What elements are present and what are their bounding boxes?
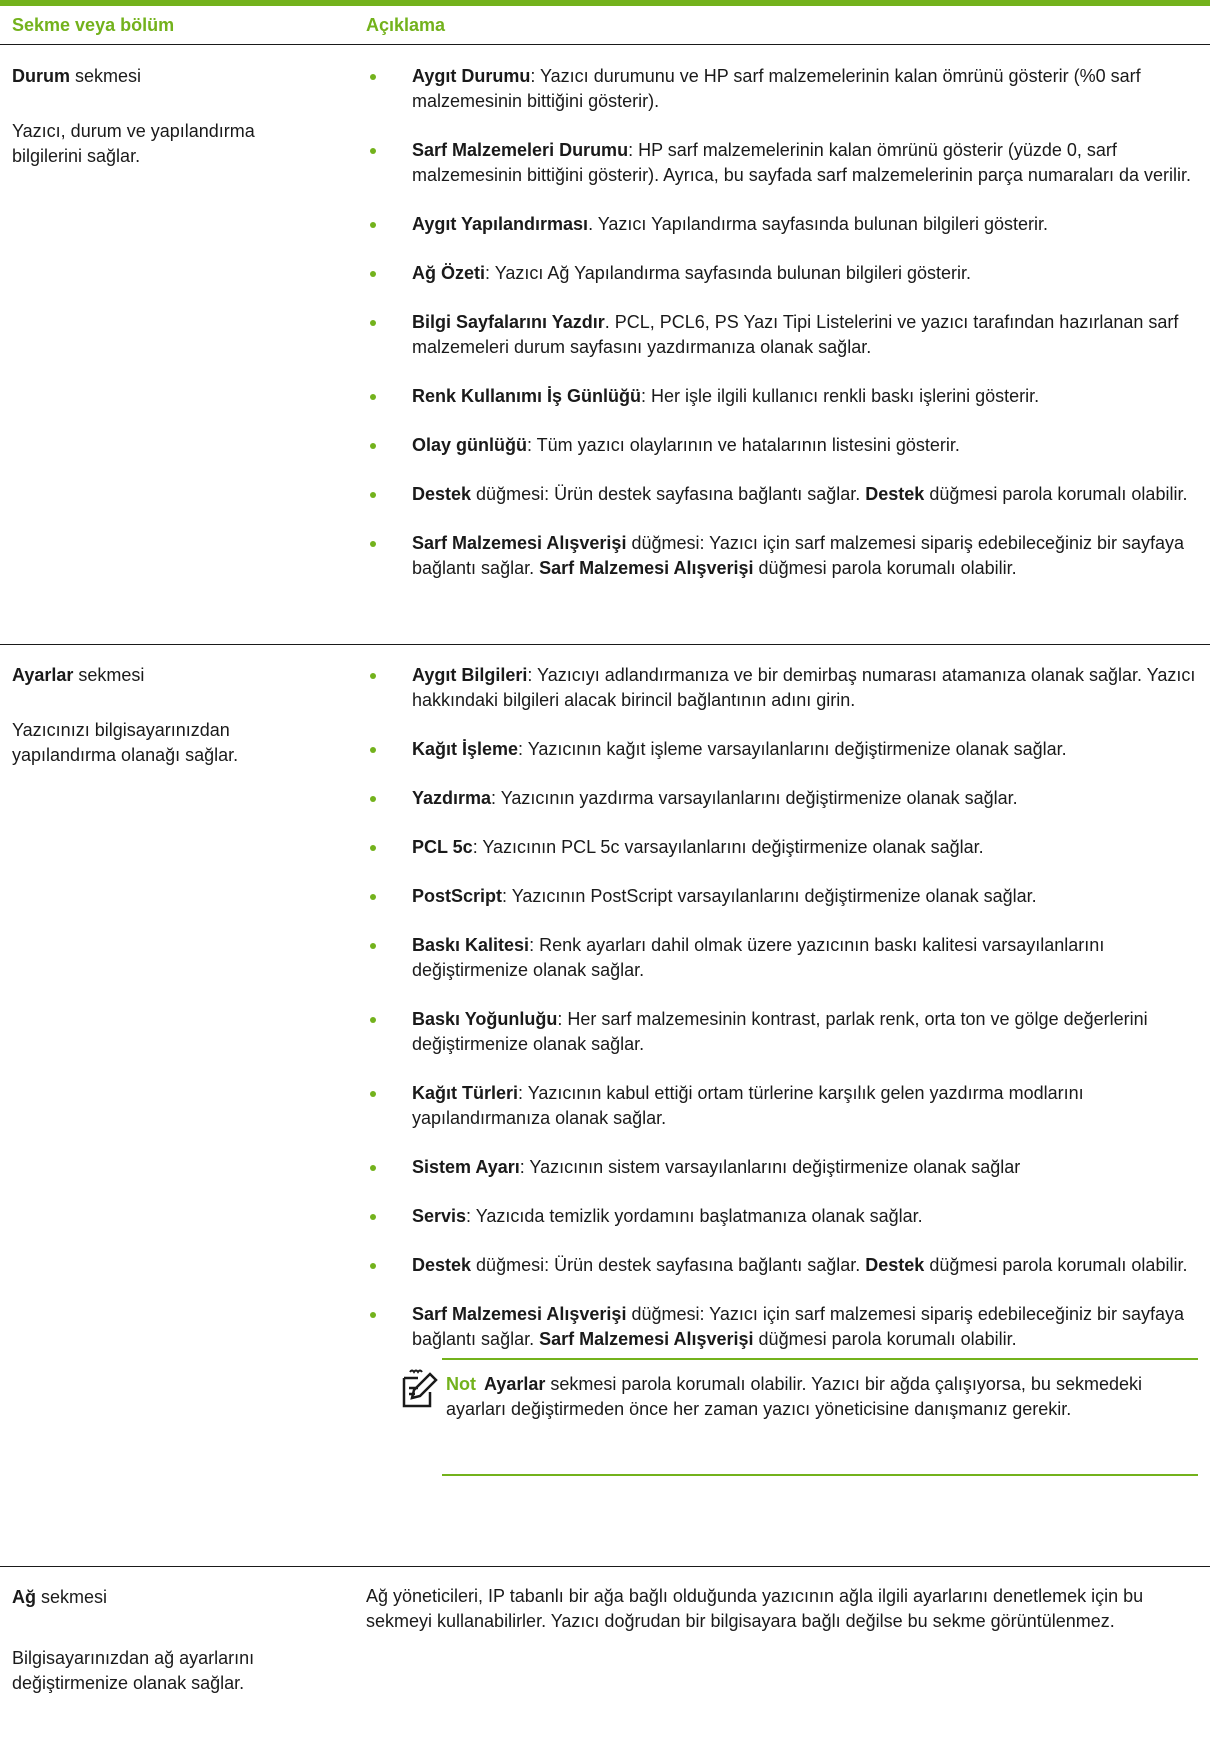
list-item bbox=[366, 1253, 1196, 1278]
item-text-secondary: düğmesi parola korumalı olabilir. bbox=[753, 1329, 1017, 1349]
item-text-secondary: düğmesi parola korumalı olabilir. bbox=[753, 558, 1017, 578]
list-item bbox=[366, 884, 1196, 909]
item-term-secondary: Destek bbox=[865, 484, 925, 504]
description-list-ayarlar bbox=[366, 663, 1196, 1352]
list-item bbox=[366, 64, 1196, 114]
list-item bbox=[366, 310, 1196, 360]
section-title-rest: sekmesi bbox=[70, 66, 142, 86]
item-term: Baskı Yoğunluğu bbox=[412, 1009, 558, 1029]
section-title-bold: Ağ bbox=[12, 1587, 36, 1607]
item-text: : Yazıcının PostScript varsayılanlarını değiştirmenize olanak sağlar. bbox=[502, 886, 1037, 906]
note-bold: Ayarlar bbox=[484, 1374, 546, 1394]
list-item bbox=[366, 1081, 1196, 1131]
item-term: Ağ Özeti bbox=[412, 263, 486, 283]
list-item bbox=[366, 1302, 1196, 1352]
description-list-durum bbox=[366, 64, 1196, 581]
section-desc-durum: Yazıcı, durum ve yapılandırma bilgilerini sağlar. bbox=[12, 121, 255, 166]
item-text: : Yazıcıyı adlandırmanıza ve bir demirbaş numarası atamanıza olanak sağlar. Yazıcı hakkındaki bilgileri alacak birincil bağlantının adını girin. bbox=[412, 665, 1196, 710]
item-text: : HP sarf malzemelerinin kalan ömrünü gösterir (yüzde 0, sarf malzemesinin bittiğini gösterir). Ayrıca, bu sayfada sarf malzemelerinin parça numaraları da verilir. bbox=[412, 140, 1191, 185]
list-item bbox=[366, 737, 1196, 762]
item-term: Aygıt Durumu bbox=[412, 66, 531, 86]
item-term: PostScript bbox=[412, 886, 503, 906]
note-bottom-rule bbox=[442, 1474, 1198, 1476]
list-item bbox=[366, 433, 1196, 458]
item-term-secondary: Destek bbox=[865, 1255, 925, 1275]
note-label: Not bbox=[446, 1374, 476, 1394]
item-text: : Yazıcının PCL 5c varsayılanlarını değiştirmenize olanak sağlar. bbox=[472, 837, 984, 857]
section-desc-ag: Bilgisayarınızdan ağ ayarlarını değiştirmenize olanak sağlar. bbox=[12, 1648, 255, 1693]
section-body-ag: Ağ yöneticileri, IP tabanlı bir ağa bağlı olduğunda yazıcının ağla ilgili ayarlarını denetlemek için bu sekmeyi kullanabilirler. Yazıcı doğrudan bir bilgisayara bağlı değilse bu sekme görüntülenmez. bbox=[366, 1586, 1144, 1631]
item-term: Destek bbox=[412, 484, 472, 504]
note-pencil-icon bbox=[400, 1368, 440, 1417]
item-text: : Her sarf malzemesinin kontrast, parlak renk, orta ton ve gölge değerlerini değiştirmenize olanak sağlar. bbox=[412, 1009, 1148, 1054]
item-term: Bilgi Sayfalarını Yazdır bbox=[412, 312, 605, 332]
item-term: Renk Kullanımı İş Günlüğü bbox=[412, 386, 642, 406]
item-term: Yazdırma bbox=[412, 788, 492, 808]
item-text: : Yazıcının sistem varsayılanlarını değiştirmenize olanak sağlar bbox=[519, 1157, 1021, 1177]
item-text: : Yazıcıda temizlik yordamını başlatmanıza olanak sağlar. bbox=[466, 1206, 923, 1226]
row-divider bbox=[0, 644, 1210, 645]
item-term: Kağıt Türleri bbox=[412, 1083, 519, 1103]
item-text: : Renk ayarları dahil olmak üzere yazıcının baskı kalitesi varsayılanlarını değiştirmenize olanak sağlar. bbox=[412, 935, 1105, 980]
note-text bbox=[446, 1372, 1186, 1422]
list-item bbox=[366, 1204, 1196, 1229]
section-title-bold: Ayarlar bbox=[12, 665, 74, 685]
list-item bbox=[366, 1155, 1196, 1180]
column-header-description: Açıklama bbox=[366, 15, 446, 35]
item-term: Sistem Ayarı bbox=[412, 1157, 520, 1177]
item-term: Aygıt Yapılandırması bbox=[412, 214, 589, 234]
item-term: Kağıt İşleme bbox=[412, 739, 519, 759]
item-text: : Yazıcı durumunu ve HP sarf malzemelerinin kalan ömrünü gösterir (%0 sarf malzemesinin bittiğini gösterir). bbox=[412, 66, 1141, 111]
list-item bbox=[366, 482, 1196, 507]
section-title-ayarlar bbox=[12, 663, 322, 688]
section-cell-ag bbox=[12, 1585, 322, 1696]
list-item bbox=[366, 1007, 1196, 1057]
item-term: Sarf Malzemeleri Durumu bbox=[412, 140, 629, 160]
section-desc-ayarlar: Yazıcınızı bilgisayarınızdan yapılandırma olanağı sağlar. bbox=[12, 720, 239, 765]
list-item bbox=[366, 835, 1196, 860]
note-top-rule bbox=[442, 1358, 1198, 1360]
list-item bbox=[366, 261, 1196, 286]
item-term: PCL 5c bbox=[412, 837, 473, 857]
item-text: düğmesi: Yazıcı için sarf malzemesi sipariş edebileceğiniz bir sayfaya bağlantı sağlar. bbox=[412, 1304, 1185, 1349]
item-text: : Tüm yazıcı olaylarının ve hatalarının listesini gösterir. bbox=[527, 435, 960, 455]
item-text: düğmesi: Yazıcı için sarf malzemesi sipariş edebileceğiniz bir sayfaya bağlantı sağlar. bbox=[412, 533, 1185, 578]
item-term: Sarf Malzemesi Alışverişi bbox=[412, 1304, 627, 1324]
list-item bbox=[366, 531, 1196, 581]
section-title-rest: sekmesi bbox=[73, 665, 145, 685]
section-cell-ayarlar bbox=[12, 663, 322, 768]
list-item bbox=[366, 663, 1196, 713]
item-text: düğmesi: Ürün destek sayfasına bağlantı sağlar. bbox=[471, 484, 866, 504]
item-text: : Her işle ilgili kullanıcı renkli baskı işlerini gösterir. bbox=[641, 386, 1040, 406]
item-text: : Yazıcının kağıt işleme varsayılanlarını değiştirmenize olanak sağlar. bbox=[518, 739, 1067, 759]
item-text: düğmesi: Ürün destek sayfasına bağlantı sağlar. bbox=[471, 1255, 866, 1275]
table-header bbox=[0, 6, 1210, 44]
section-title-ag bbox=[12, 1585, 322, 1610]
item-text: : Yazıcı Ağ Yapılandırma sayfasında bulunan bilgileri gösterir. bbox=[485, 263, 971, 283]
item-term: Servis bbox=[412, 1206, 467, 1226]
note-body: sekmesi parola korumalı olabilir. Yazıcı bir ağda çalışıyorsa, bu sekmedeki ayarları değiştirmeden önce her zaman yazıcı yöneticisine danışmanız gerekir. bbox=[446, 1374, 1142, 1419]
section-title-rest: sekmesi bbox=[36, 1587, 108, 1607]
section-title-bold: Durum bbox=[12, 66, 70, 86]
item-term: Destek bbox=[412, 1255, 472, 1275]
item-text: : Yazıcının kabul ettiği ortam türlerine karşılık gelen yazdırma modlarını yapılandırmanıza olanak sağlar. bbox=[412, 1083, 1084, 1128]
item-term: Sarf Malzemesi Alışverişi bbox=[412, 533, 627, 553]
item-term-secondary: Sarf Malzemesi Alışverişi bbox=[539, 558, 754, 578]
list-item bbox=[366, 384, 1196, 409]
item-term: Aygıt Bilgileri bbox=[412, 665, 528, 685]
section-title-durum bbox=[12, 64, 322, 89]
column-header-section: Sekme veya bölüm bbox=[12, 15, 175, 35]
item-term-secondary: Sarf Malzemesi Alışverişi bbox=[539, 1329, 754, 1349]
list-item bbox=[366, 933, 1196, 983]
section-cell-durum bbox=[12, 64, 322, 169]
list-item bbox=[366, 212, 1196, 237]
header-divider bbox=[0, 44, 1210, 45]
list-item bbox=[366, 138, 1196, 188]
item-text: . PCL, PCL6, PS Yazı Tipi Listelerini ve yazıcı tarafından hazırlanan sarf malzemeleri durum sayfasını yazdırmanıza olanak sağlar. bbox=[412, 312, 1179, 357]
row-divider bbox=[0, 1566, 1210, 1567]
item-text: . Yazıcı Yapılandırma sayfasında bulunan bilgileri gösterir. bbox=[588, 214, 1048, 234]
item-text-secondary: düğmesi parola korumalı olabilir. bbox=[924, 484, 1188, 504]
list-item bbox=[366, 786, 1196, 811]
item-text-secondary: düğmesi parola korumalı olabilir. bbox=[924, 1255, 1188, 1275]
item-term: Baskı Kalitesi bbox=[412, 935, 530, 955]
item-text: : Yazıcının yazdırma varsayılanlarını değiştirmenize olanak sağlar. bbox=[491, 788, 1018, 808]
item-term: Olay günlüğü bbox=[412, 435, 527, 455]
